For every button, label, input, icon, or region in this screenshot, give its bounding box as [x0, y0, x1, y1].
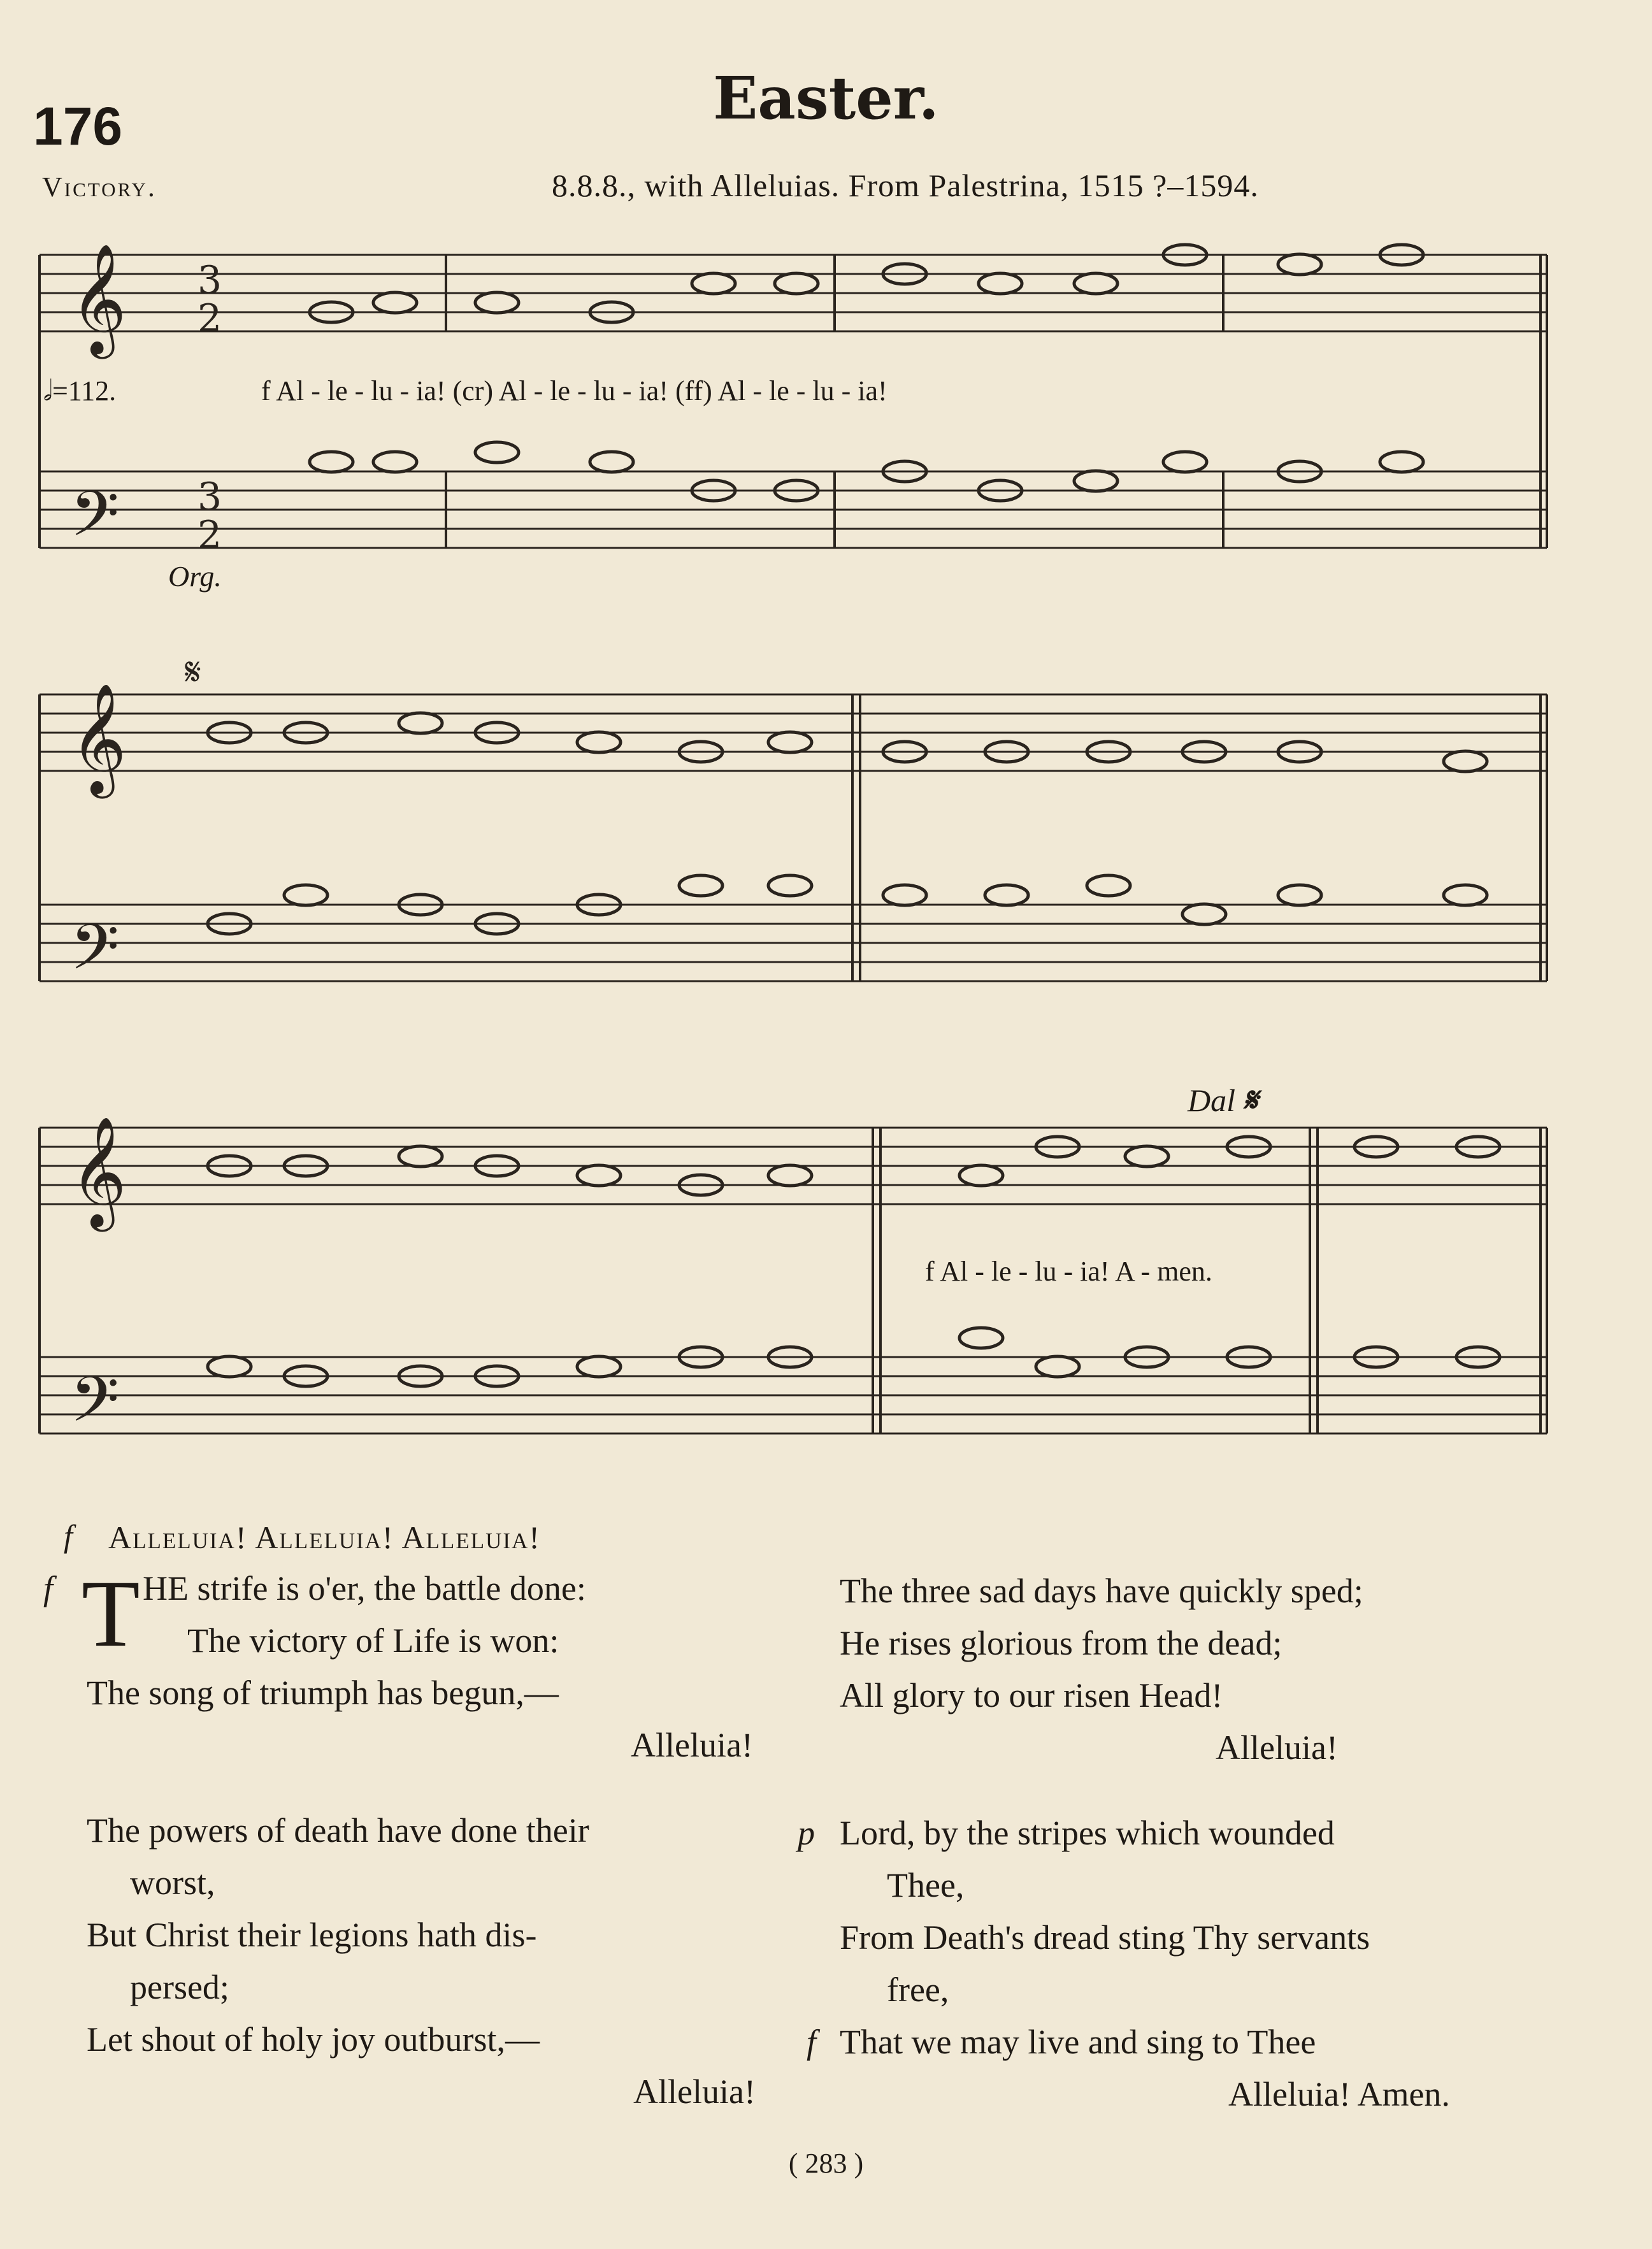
dal-segno-marking: [1188, 1082, 1258, 1120]
verse-4-line-5: That we may live and sing to Thee: [840, 2023, 1316, 2061]
verse-1-dynamic: f: [43, 1569, 54, 1607]
verse-3-line-5: Let shout of holy joy outburst,—: [87, 2020, 540, 2059]
segno-icon: 𝄋: [1243, 1082, 1258, 1119]
verse-3-alleluia: Alleluia!: [633, 2073, 756, 2111]
svg-text:𝄞: 𝄞: [70, 683, 127, 794]
system-1-lyrics: f Al - le - lu - ia! (cr) Al - le - lu - ia! (ff) Al - le - lu - ia!: [261, 375, 887, 406]
verse-4-line-3: From Death's dread sting Thy servants: [840, 1918, 1370, 1957]
verse-1-alleluia: Alleluia!: [631, 1726, 753, 1764]
svg-text:𝄢: 𝄢: [70, 478, 120, 566]
svg-text:𝄢: 𝄢: [70, 1363, 120, 1452]
tune-name: Victory.: [42, 171, 157, 203]
page-number: ( 283 ): [788, 2148, 864, 2179]
svg-text:3: 3: [198, 258, 222, 303]
hymn-number: 176: [33, 96, 123, 156]
verse-3-line-1: The powers of death have done their: [87, 1811, 589, 1850]
verse-2-line-2: He rises glorious from the dead;: [840, 1624, 1282, 1662]
verse-3-line-2: worst,: [130, 1864, 215, 1902]
verse-4-line-1: Lord, by the stripes which wounded: [840, 1814, 1335, 1852]
verse-4-dynamic-f: f: [807, 2023, 817, 2061]
meter-attribution: 8.8.8., with Alleluias. From Palestrina, 1515 ?–1594.: [552, 168, 1259, 203]
verse-1-dropcap: T: [82, 1561, 140, 1667]
svg-text:𝄞: 𝄞: [70, 243, 127, 354]
verse-2-line-1: The three sad days have quickly sped;: [840, 1572, 1363, 1610]
verse-3-line-3: But Christ their legions hath dis-: [87, 1916, 537, 1954]
verse-3-line-4: persed;: [130, 1968, 229, 2006]
svg-text:𝄞: 𝄞: [70, 1116, 127, 1227]
verse-2-line-3: All glory to our risen Head!: [840, 1676, 1223, 1714]
verse-1-line-2: The victory of Life is won:: [187, 1621, 559, 1660]
refrain-dynamic: f: [64, 1518, 73, 1554]
system-2-bass-staff: [40, 905, 1547, 981]
organ-marking: Org.: [168, 560, 222, 593]
verse-4-line-4: free,: [887, 1971, 949, 2009]
system-1-bass-staff: [40, 471, 1547, 548]
tempo-marking: 𝅗𝅥=112.: [43, 375, 117, 406]
svg-text:2: 2: [198, 296, 222, 341]
verse-4-alleluia-amen: Alleluia! Amen.: [1228, 2075, 1450, 2113]
svg-text:𝄋: 𝄋: [185, 650, 201, 694]
dal-label: Dal: [1188, 1082, 1235, 1118]
page-title: Easter.: [713, 64, 939, 133]
verse-4-dynamic-p: p: [798, 1814, 815, 1852]
svg-text:2: 2: [198, 513, 222, 557]
svg-text:3: 3: [198, 475, 222, 519]
svg-text:𝄢: 𝄢: [70, 911, 120, 1000]
verse-4-line-2: Thee,: [887, 1866, 965, 1904]
verse-1-line-1: HE strife is o'er, the battle done:: [143, 1569, 586, 1607]
verse-2-alleluia: Alleluia!: [1216, 1728, 1338, 1767]
refrain-text: Alleluia! Alleluia! Alleluia!: [108, 1520, 541, 1555]
system-3-lyrics: f Al - le - lu - ia! A - men.: [925, 1256, 1212, 1287]
verse-1-line-3: The song of triumph has begun,—: [87, 1674, 559, 1712]
